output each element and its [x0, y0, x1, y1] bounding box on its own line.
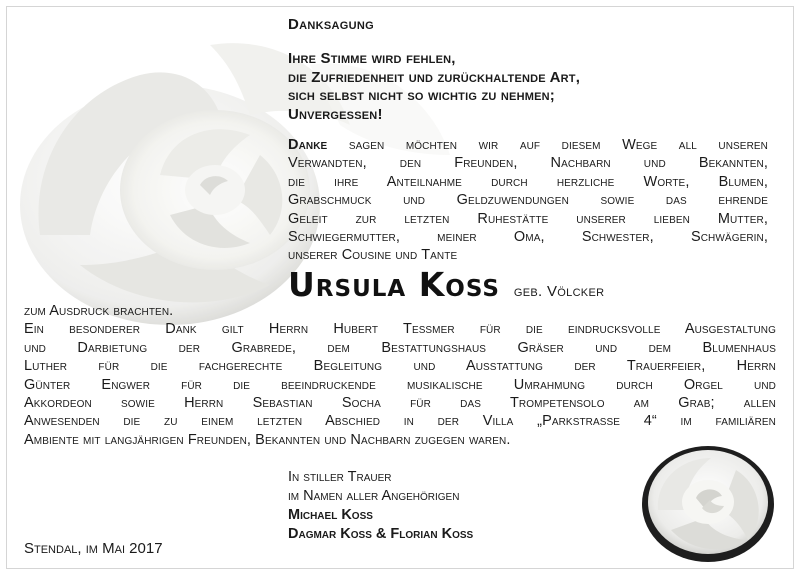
body-line: Günter Engwer für die beeindruckende musikalische Umrahmung durch Orgel und	[24, 376, 776, 393]
thanks-line: Schwiegermutter, meiner Oma, Schwester, Schwägerin,	[288, 229, 768, 246]
thanks-line: Verwandten, den Freunden, Nachbarn und Bekannten,	[288, 155, 768, 172]
body-line: zum Ausdruck brachten.	[24, 303, 174, 319]
body-line: Ein besonderer Dank gilt Herrn Hubert Teßmer für die eindrucksvolle Ausgestaltung	[24, 321, 776, 338]
body-line: Luther für die fachgerechte Begleitung und Ausstattung der Trauerfeier, Herrn	[24, 358, 776, 375]
signer-name: Dagmar Koss & Florian Koss	[288, 526, 474, 542]
acknowledgement-paragraph	[24, 302, 776, 449]
thanks-line: Geleit zur letzten Ruhestätte unserer lieben Mutter,	[288, 210, 768, 227]
body-line: Akkordeon sowie Herrn Sebastian Socha für das Trompetensolo am Grab; allen	[24, 395, 776, 412]
body-line: und Darbietung der Grabrede, dem Bestattungshaus Gräser und dem Blumenhaus	[24, 339, 776, 356]
deceased-name-row	[288, 265, 604, 304]
heading-danksagung: Danksagung	[288, 16, 374, 33]
quote-line: sich selbst nicht so wichtig zu nehmen;	[288, 87, 555, 104]
deceased-name: Ursula Koss	[288, 265, 500, 304]
thanks-lead: Danke	[288, 137, 328, 153]
memorial-quote	[288, 50, 580, 124]
body-line: Ambiente mit langjährigen Freunden, Bekannten und Nachbarn zugegen waren.	[24, 431, 511, 448]
white-rose-small-image	[636, 440, 776, 565]
quote-line: Unvergessen!	[288, 105, 383, 123]
quote-line: die Zufriedenheit und zurückhaltende Art,	[288, 68, 581, 86]
body-line: Anwesenden die zu einem letzten Abschied in der Villa „Parkstrasse 4“ im familiären	[24, 413, 776, 430]
quote-line: Ihre Stimme wird fehlen,	[288, 50, 456, 67]
signer-name: Michael Koss	[288, 507, 373, 523]
thanks-line: die ihre Anteilnahme durch herzliche Worte, Blumen,	[288, 173, 768, 190]
birth-name: geb. Völcker	[513, 283, 605, 300]
thanks-line: sagen möchten wir auf diesem Wege all unseren	[348, 137, 768, 153]
place-and-date: Stendal, im Mai 2017	[24, 540, 163, 557]
signoff-line: im Namen aller Angehörigen	[288, 488, 460, 504]
signoff-block	[288, 468, 473, 544]
thanks-line: Grabschmuck und Geldzuwendungen sowie das ehrende	[288, 192, 768, 209]
thanks-line: unserer Cousine und Tante	[288, 247, 458, 264]
signoff-line: In stiller Trauer	[288, 469, 392, 485]
thanks-paragraph	[288, 136, 768, 265]
